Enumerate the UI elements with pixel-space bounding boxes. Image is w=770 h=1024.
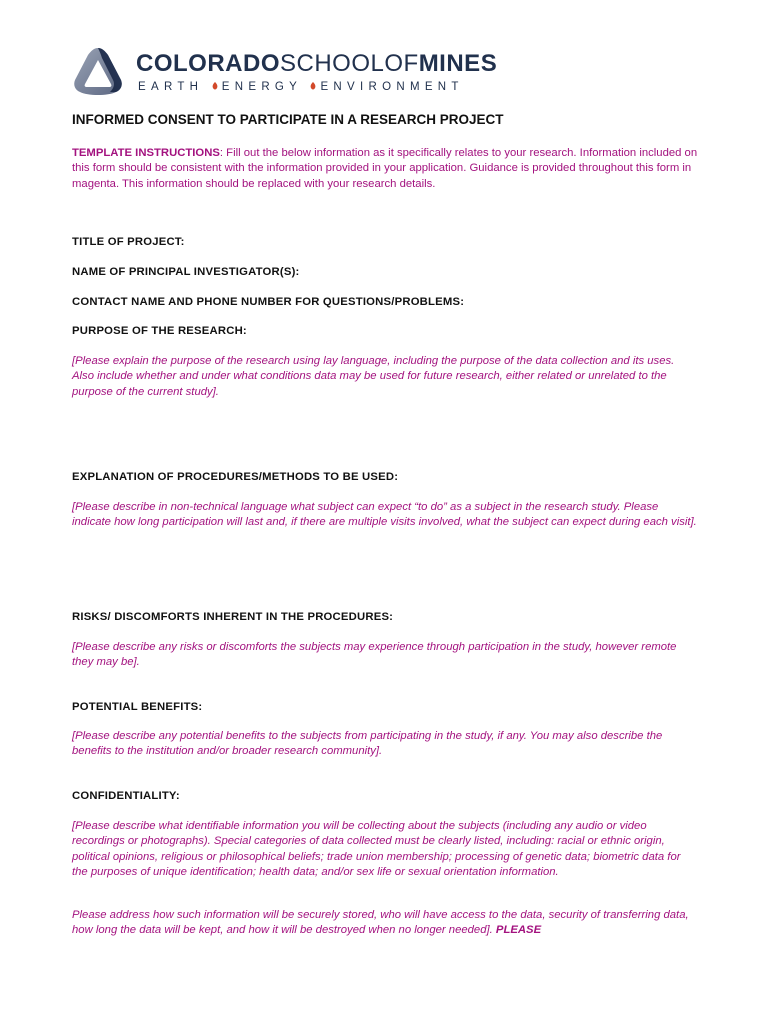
tagline-earth: EARTH	[138, 81, 204, 93]
confidentiality-guidance-2-emphasis: PLEASE	[495, 924, 542, 937]
title-of-project-heading: TITLE OF PROJECT:	[72, 236, 185, 248]
flame-icon	[212, 82, 218, 90]
template-instructions-lead: TEMPLATE INSTRUCTIONS	[72, 147, 220, 159]
document-title: INFORMED CONSENT TO PARTICIPATE IN A RESEARCH PROJECT	[72, 112, 504, 127]
purpose-heading: PURPOSE OF THE RESEARCH:	[72, 325, 247, 337]
flame-icon	[310, 82, 316, 90]
school-name-schoolof: SCHOOLOF	[280, 50, 419, 77]
school-name-mines: MINES	[418, 50, 498, 77]
school-tagline	[138, 81, 464, 93]
confidentiality-guidance-2-text: Please address how such information will be securely stored, who will have access to the data, security of transferring data, how long the data will be kept, and how it will be destroyed when no longer needed].	[72, 909, 689, 937]
principal-investigator-heading: NAME OF PRINCIPAL INVESTIGATOR(S):	[72, 266, 300, 278]
procedures-heading: EXPLANATION OF PROCEDURES/METHODS TO BE USED:	[72, 471, 399, 483]
template-instructions	[72, 146, 698, 192]
mines-triangle-logo-icon	[72, 46, 124, 98]
benefits-heading: POTENTIAL BENEFITS:	[72, 701, 203, 713]
school-logo	[72, 44, 502, 100]
purpose-guidance: [Please explain the purpose of the research using lay language, including the purpose of the data collection and its uses. Also include whether and under what conditions data may be used for future research, either related or unrelated to the purpose of the current study].	[72, 355, 675, 398]
school-name	[136, 50, 497, 78]
benefits-guidance: [Please describe any potential benefits to the subjects from participating in the study, if any. You may also describe the benefits to the institution and/or broader research community].	[72, 730, 663, 758]
confidentiality-heading: CONFIDENTIALITY:	[72, 790, 180, 802]
template-instructions-text: : Fill out the below information as it specifically relates to your research. Information included on this form should be consistent with the information provided in your application. Guidance is provided throughout this form in magenta. This information should be replaced with your research details.	[72, 147, 698, 190]
contact-heading: CONTACT NAME AND PHONE NUMBER FOR QUESTIONS/PROBLEMS:	[72, 296, 465, 308]
risks-heading: RISKS/ DISCOMFORTS INHERENT IN THE PROCEDURES:	[72, 611, 394, 623]
procedures-guidance: [Please describe in non-technical language what subject can expect “to do” as a subject in the research study. Please indicate how long participation will last and, if there are multiple visits involved, what the subject can expect during each visit].	[72, 501, 697, 529]
tagline-environment: ENVIRONMENT	[320, 81, 464, 93]
confidentiality-guidance-1: [Please describe what identifiable information you will be collecting about the subjects (including any audio or video recordings or photographs). Special categories of data collected must be clearly listed, including: racial or ethnic origin, political opinions, religious or philosophical beliefs; trade union membership; processing of genetic data; biometric data for the purposes of unique identification; health data; and/or sex life or sexual orientation information.	[72, 820, 681, 878]
risks-guidance: [Please describe any risks or discomforts the subjects may experience through participation in the study, however remote they may be].	[72, 641, 677, 669]
school-name-colorado: COLORADO	[136, 50, 280, 77]
tagline-energy: ENERGY	[221, 81, 302, 93]
confidentiality-guidance-2	[72, 908, 698, 939]
